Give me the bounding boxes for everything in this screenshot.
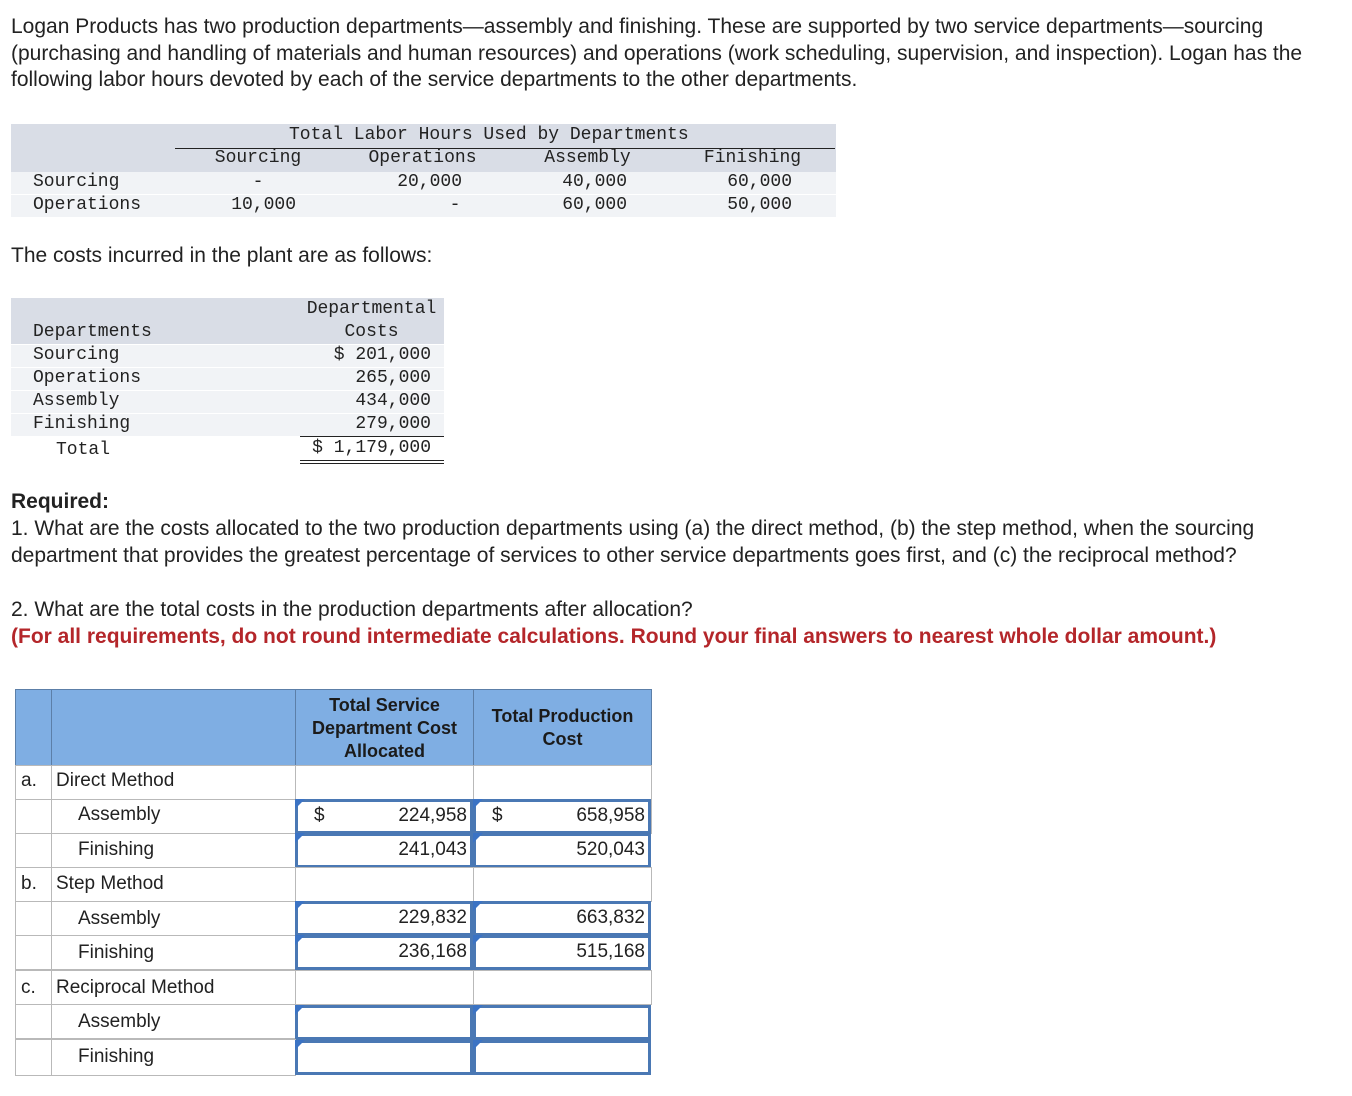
reciprocal-finishing-total-input[interactable] <box>473 1040 651 1075</box>
row-label-finishing: Finishing <box>78 942 155 963</box>
row-label-finishing: Finishing <box>78 1046 155 1067</box>
section-letter: a. <box>21 770 37 791</box>
cost-header-line2: Costs <box>344 322 399 342</box>
input-marker-icon <box>295 1040 305 1050</box>
input-marker-icon <box>473 935 483 945</box>
required-heading: Required: <box>11 490 110 513</box>
direct-assembly-allocated-input[interactable]: 224,958 <box>295 799 473 834</box>
cost-row-label: Finishing <box>33 414 131 434</box>
labor-col-header: Operations <box>368 148 477 168</box>
labor-cell: 60,000 <box>562 195 627 215</box>
section-title-reciprocal: Reciprocal Method <box>56 977 215 998</box>
input-marker-icon <box>473 1005 483 1015</box>
labor-table-title: Total Labor Hours Used by Departments <box>289 125 689 145</box>
cost-header-line1: Departmental <box>306 299 437 319</box>
step-assembly-total-input[interactable]: 663,832 <box>473 901 651 936</box>
input-marker-icon <box>295 901 305 911</box>
dollar-sign: $ <box>492 805 503 826</box>
cost-row-label: Operations <box>33 368 142 388</box>
input-marker-icon <box>295 833 305 843</box>
cost-row-header: Departments <box>33 322 152 342</box>
cost-row-label: Assembly <box>33 391 120 411</box>
labor-col-header: Finishing <box>703 148 802 168</box>
intro-paragraph: Logan Products has two production departments—assembly and finishing. These are supported by two service departments—sourcing (purchasing and handling of materials and human resources) and operations (work scheduling, supervision, and inspection). Logan has the following labor hours devoted by each of the service departments to the other departments. <box>11 15 1303 91</box>
cost-total-label: Total <box>56 440 111 460</box>
dollar-sign: $ <box>314 805 325 826</box>
labor-cell: - <box>252 172 264 192</box>
required-item-1: 1. What are the costs allocated to the two production departments using (a) the direct method, (b) the step method, when the sourcing department that provides the greatest percentage of services to other service departments goes first, and (c) the reciprocal method? <box>11 517 1255 567</box>
input-marker-icon <box>295 799 305 809</box>
cost-value: 265,000 <box>355 368 431 388</box>
total-cost-column-header: Total Production Cost <box>491 706 634 749</box>
input-marker-icon <box>295 935 305 945</box>
labor-col-header: Assembly <box>544 148 631 168</box>
row-label-finishing: Finishing <box>78 839 155 860</box>
allocated-column-header: Total Service Department Cost Allocated <box>311 695 458 761</box>
labor-cell: 20,000 <box>397 172 462 192</box>
cost-value: 434,000 <box>355 391 431 411</box>
cost-value: $ 201,000 <box>333 345 431 365</box>
section-title-direct: Direct Method <box>56 770 175 791</box>
cost-total-value: $ 1,179,000 <box>312 438 431 458</box>
labor-row-label: Operations <box>33 195 142 215</box>
reciprocal-assembly-allocated-input[interactable] <box>295 1005 473 1040</box>
labor-col-header: Sourcing <box>214 148 302 168</box>
required-item-2: 2. What are the total costs in the production departments after allocation? <box>11 598 693 621</box>
reciprocal-finishing-allocated-input[interactable] <box>295 1040 473 1075</box>
input-marker-icon <box>473 799 483 809</box>
step-finishing-total-input[interactable]: 515,168 <box>473 935 651 970</box>
cost-value: 279,000 <box>355 414 431 434</box>
direct-finishing-allocated-input[interactable]: 241,043 <box>295 833 473 868</box>
step-assembly-allocated-input[interactable]: 229,832 <box>295 901 473 936</box>
cost-row-label: Sourcing <box>33 345 120 365</box>
input-marker-icon <box>295 1005 305 1015</box>
direct-assembly-total-input[interactable]: 658,958 <box>473 799 651 834</box>
section-letter: c. <box>21 977 36 998</box>
step-finishing-allocated-input[interactable]: 236,168 <box>295 935 473 970</box>
row-label-assembly: Assembly <box>78 1011 161 1032</box>
direct-finishing-total-input[interactable]: 520,043 <box>473 833 651 868</box>
reciprocal-assembly-total-input[interactable] <box>473 1005 651 1040</box>
labor-cell: 10,000 <box>231 195 296 215</box>
labor-row-label: Sourcing <box>33 172 120 192</box>
labor-cell: 40,000 <box>562 172 627 192</box>
section-title-step: Step Method <box>56 873 164 894</box>
labor-cell: 60,000 <box>727 172 792 192</box>
rounding-instruction: (For all requirements, do not round intermediate calculations. Round your final answers to nearest whole dollar amount.) <box>11 625 1217 648</box>
input-marker-icon <box>473 1040 483 1050</box>
row-label-assembly: Assembly <box>78 804 161 825</box>
section-letter: b. <box>21 873 37 894</box>
input-marker-icon <box>473 833 483 843</box>
labor-cell: - <box>449 195 461 215</box>
labor-cell: 50,000 <box>727 195 792 215</box>
answer-table <box>15 689 652 1076</box>
row-label-assembly: Assembly <box>78 908 161 929</box>
costs-intro: The costs incurred in the plant are as follows: <box>11 244 433 267</box>
input-marker-icon <box>473 901 483 911</box>
